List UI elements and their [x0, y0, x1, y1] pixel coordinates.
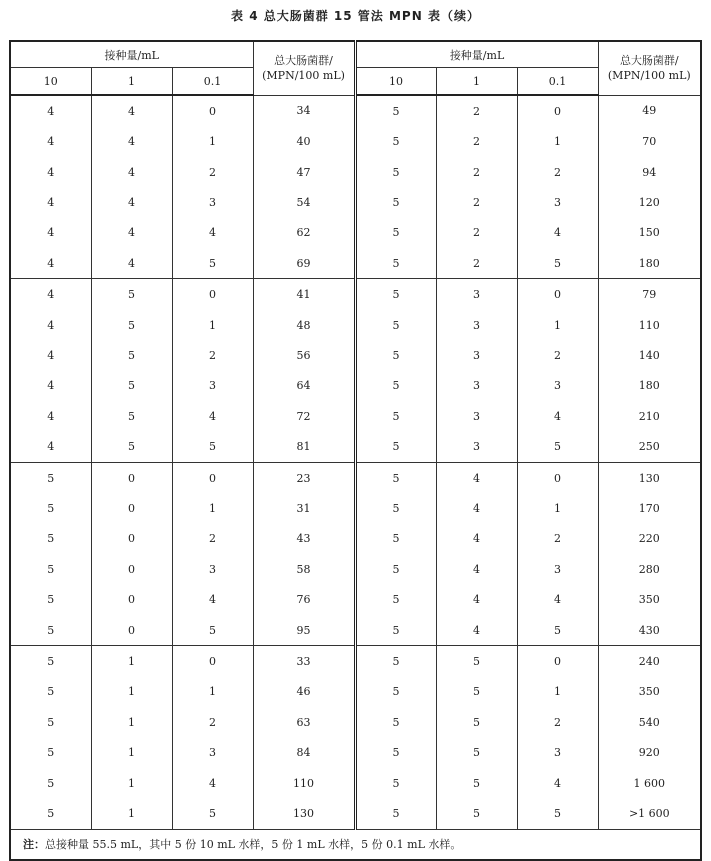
right-mpn-value-cell: 180 [598, 371, 701, 401]
volume-10-header: 10 [10, 68, 91, 96]
left-mpn-value-cell: 62 [253, 218, 355, 248]
left-positive-count-cell: 4 [10, 157, 91, 187]
left-positive-count-cell: 0 [91, 554, 172, 584]
right-positive-count-cell: 3 [436, 401, 517, 431]
right-mpn-value-cell: 350 [598, 677, 701, 707]
right-positive-count-cell: 3 [436, 310, 517, 340]
left-positive-count-cell: 2 [172, 707, 253, 737]
left-mpn-value-cell: 34 [253, 95, 355, 126]
left-positive-count-cell: 0 [172, 95, 253, 126]
left-positive-count-cell: 1 [172, 493, 253, 523]
table-body [10, 95, 701, 829]
right-positive-count-cell: 5 [355, 218, 436, 248]
inoculum-header-right: 接种量/mL [355, 41, 598, 68]
left-mpn-value-cell: 41 [253, 279, 355, 310]
right-mpn-value-cell: 130 [598, 462, 701, 493]
result-unit: (MPN/100 mL) [262, 69, 345, 83]
left-positive-count-cell: 4 [10, 340, 91, 370]
left-positive-count-cell: 5 [172, 248, 253, 279]
right-positive-count-cell: 5 [355, 646, 436, 677]
left-mpn-value-cell: 23 [253, 462, 355, 493]
right-positive-count-cell: 4 [436, 585, 517, 615]
table-row [10, 768, 701, 798]
left-positive-count-cell: 0 [91, 615, 172, 646]
left-positive-count-cell: 5 [91, 431, 172, 462]
right-mpn-value-cell: 350 [598, 585, 701, 615]
left-positive-count-cell: 4 [172, 585, 253, 615]
volume-0.1-header: 0.1 [172, 68, 253, 96]
left-positive-count-cell: 3 [172, 371, 253, 401]
left-positive-count-cell: 5 [91, 279, 172, 310]
result-label: 总大肠菌群/ [274, 54, 333, 68]
right-positive-count-cell: 2 [436, 95, 517, 126]
right-positive-count-cell: 5 [355, 157, 436, 187]
left-positive-count-cell: 5 [10, 798, 91, 829]
right-mpn-value-cell: 280 [598, 554, 701, 584]
left-positive-count-cell: 4 [91, 248, 172, 279]
right-positive-count-cell: 4 [436, 493, 517, 523]
right-positive-count-cell: 3 [436, 431, 517, 462]
table-row [10, 157, 701, 187]
left-positive-count-cell: 4 [10, 279, 91, 310]
note-text: 总接种量 55.5 mL，其中 5 份 10 mL 水样，5 份 1 mL 水样，5 份 0.1 mL 水样。 [45, 838, 462, 852]
right-positive-count-cell: 5 [436, 768, 517, 798]
right-positive-count-cell: 0 [517, 462, 598, 493]
right-positive-count-cell: 5 [355, 707, 436, 737]
left-positive-count-cell: 4 [10, 248, 91, 279]
right-positive-count-cell: 5 [355, 615, 436, 646]
left-mpn-value-cell: 54 [253, 187, 355, 217]
left-positive-count-cell: 4 [10, 95, 91, 126]
left-mpn-value-cell: 56 [253, 340, 355, 370]
volume-1-header: 1 [91, 68, 172, 96]
left-mpn-value-cell: 47 [253, 157, 355, 187]
table-row [10, 585, 701, 615]
note-label: 注： [23, 838, 45, 852]
table-row [10, 646, 701, 677]
right-mpn-value-cell: 120 [598, 187, 701, 217]
table-row [10, 738, 701, 768]
right-positive-count-cell: 4 [436, 524, 517, 554]
left-positive-count-cell: 0 [91, 462, 172, 493]
left-positive-count-cell: 4 [10, 218, 91, 248]
left-positive-count-cell: 1 [91, 646, 172, 677]
volume-1-header: 1 [436, 68, 517, 96]
left-mpn-value-cell: 48 [253, 310, 355, 340]
right-mpn-value-cell: 70 [598, 126, 701, 156]
left-mpn-value-cell: 31 [253, 493, 355, 523]
left-positive-count-cell: 0 [91, 524, 172, 554]
right-mpn-value-cell: 250 [598, 431, 701, 462]
right-positive-count-cell: 5 [355, 585, 436, 615]
right-positive-count-cell: 5 [355, 554, 436, 584]
left-positive-count-cell: 0 [172, 279, 253, 310]
left-positive-count-cell: 2 [172, 340, 253, 370]
left-positive-count-cell: 5 [10, 738, 91, 768]
left-mpn-value-cell: 81 [253, 431, 355, 462]
right-positive-count-cell: 0 [517, 279, 598, 310]
left-mpn-value-cell: 63 [253, 707, 355, 737]
left-mpn-value-cell: 84 [253, 738, 355, 768]
result-unit: (MPN/100 mL) [607, 69, 691, 83]
left-positive-count-cell: 5 [91, 310, 172, 340]
right-positive-count-cell: 5 [436, 738, 517, 768]
left-positive-count-cell: 4 [91, 187, 172, 217]
right-positive-count-cell: 5 [355, 738, 436, 768]
right-positive-count-cell: 1 [517, 310, 598, 340]
left-positive-count-cell: 4 [91, 218, 172, 248]
left-positive-count-cell: 4 [91, 95, 172, 126]
right-positive-count-cell: 3 [517, 371, 598, 401]
left-mpn-value-cell: 69 [253, 248, 355, 279]
left-positive-count-cell: 1 [91, 707, 172, 737]
left-positive-count-cell: 4 [172, 401, 253, 431]
table-row [10, 493, 701, 523]
right-positive-count-cell: 5 [355, 371, 436, 401]
left-mpn-value-cell: 40 [253, 126, 355, 156]
right-positive-count-cell: 2 [436, 126, 517, 156]
table-row [10, 707, 701, 737]
right-positive-count-cell: 3 [436, 279, 517, 310]
right-positive-count-cell: 4 [436, 462, 517, 493]
left-positive-count-cell: 4 [172, 768, 253, 798]
result-label: 总大肠菌群/ [619, 54, 679, 68]
right-mpn-value-cell: 150 [598, 218, 701, 248]
right-positive-count-cell: 5 [355, 524, 436, 554]
right-mpn-value-cell: 220 [598, 524, 701, 554]
left-positive-count-cell: 5 [10, 615, 91, 646]
right-positive-count-cell: 5 [355, 768, 436, 798]
right-positive-count-cell: 5 [517, 615, 598, 646]
right-positive-count-cell: 2 [517, 524, 598, 554]
left-positive-count-cell: 5 [10, 768, 91, 798]
right-mpn-value-cell: 79 [598, 279, 701, 310]
right-positive-count-cell: 5 [355, 798, 436, 829]
left-positive-count-cell: 5 [10, 493, 91, 523]
left-positive-count-cell: 5 [172, 615, 253, 646]
right-mpn-value-cell: 94 [598, 157, 701, 187]
right-positive-count-cell: 3 [517, 554, 598, 584]
right-positive-count-cell: 4 [517, 401, 598, 431]
right-positive-count-cell: 5 [355, 677, 436, 707]
right-positive-count-cell: 4 [436, 554, 517, 584]
left-positive-count-cell: 1 [91, 677, 172, 707]
right-mpn-value-cell: 240 [598, 646, 701, 677]
table-row [10, 554, 701, 584]
table-row [10, 524, 701, 554]
left-positive-count-cell: 4 [10, 310, 91, 340]
table-row [10, 340, 701, 370]
left-positive-count-cell: 5 [10, 524, 91, 554]
inoculum-header-left: 接种量/mL [10, 41, 253, 68]
left-mpn-value-cell: 130 [253, 798, 355, 829]
table-row [10, 126, 701, 156]
left-positive-count-cell: 3 [172, 187, 253, 217]
right-positive-count-cell: 5 [355, 431, 436, 462]
left-positive-count-cell: 4 [91, 157, 172, 187]
right-positive-count-cell: 2 [517, 157, 598, 187]
right-positive-count-cell: 0 [517, 95, 598, 126]
result-header-left [253, 41, 355, 95]
right-positive-count-cell: 5 [355, 95, 436, 126]
right-mpn-value-cell: 920 [598, 738, 701, 768]
right-mpn-value-cell: 210 [598, 401, 701, 431]
left-mpn-value-cell: 58 [253, 554, 355, 584]
right-positive-count-cell: 2 [436, 218, 517, 248]
right-mpn-value-cell: >1 600 [598, 798, 701, 829]
table-row [10, 279, 701, 310]
left-positive-count-cell: 0 [172, 462, 253, 493]
right-mpn-value-cell: 540 [598, 707, 701, 737]
right-positive-count-cell: 5 [436, 798, 517, 829]
table-row [10, 615, 701, 646]
table-note [10, 829, 701, 860]
right-positive-count-cell: 5 [355, 493, 436, 523]
left-mpn-value-cell: 76 [253, 585, 355, 615]
table-row [10, 95, 701, 126]
right-positive-count-cell: 5 [517, 798, 598, 829]
right-positive-count-cell: 5 [355, 462, 436, 493]
table-row [10, 371, 701, 401]
left-positive-count-cell: 0 [172, 646, 253, 677]
left-positive-count-cell: 1 [91, 798, 172, 829]
right-positive-count-cell: 0 [517, 646, 598, 677]
right-positive-count-cell: 4 [517, 585, 598, 615]
left-mpn-value-cell: 72 [253, 401, 355, 431]
right-positive-count-cell: 5 [355, 310, 436, 340]
table-row [10, 248, 701, 279]
left-positive-count-cell: 1 [172, 126, 253, 156]
left-positive-count-cell: 5 [172, 798, 253, 829]
table-row [10, 218, 701, 248]
left-positive-count-cell: 5 [91, 340, 172, 370]
left-positive-count-cell: 5 [10, 585, 91, 615]
left-positive-count-cell: 5 [91, 401, 172, 431]
right-positive-count-cell: 5 [355, 126, 436, 156]
left-positive-count-cell: 1 [91, 768, 172, 798]
left-positive-count-cell: 2 [172, 157, 253, 187]
right-positive-count-cell: 1 [517, 126, 598, 156]
result-header-right [598, 41, 701, 95]
left-positive-count-cell: 5 [10, 462, 91, 493]
right-positive-count-cell: 5 [436, 646, 517, 677]
table-row [10, 310, 701, 340]
right-mpn-value-cell: 110 [598, 310, 701, 340]
right-positive-count-cell: 2 [517, 707, 598, 737]
left-positive-count-cell: 0 [91, 585, 172, 615]
right-mpn-value-cell: 1 600 [598, 768, 701, 798]
right-positive-count-cell: 5 [355, 187, 436, 217]
table-row [10, 187, 701, 217]
left-positive-count-cell: 3 [172, 554, 253, 584]
table-row [10, 798, 701, 829]
right-positive-count-cell: 5 [355, 248, 436, 279]
left-mpn-value-cell: 33 [253, 646, 355, 677]
left-mpn-value-cell: 110 [253, 768, 355, 798]
right-positive-count-cell: 2 [436, 157, 517, 187]
right-positive-count-cell: 1 [517, 493, 598, 523]
left-mpn-value-cell: 43 [253, 524, 355, 554]
right-mpn-value-cell: 430 [598, 615, 701, 646]
left-positive-count-cell: 1 [172, 677, 253, 707]
right-positive-count-cell: 3 [436, 340, 517, 370]
right-positive-count-cell: 5 [355, 340, 436, 370]
right-positive-count-cell: 3 [436, 371, 517, 401]
right-positive-count-cell: 2 [436, 187, 517, 217]
left-mpn-value-cell: 46 [253, 677, 355, 707]
left-positive-count-cell: 0 [91, 493, 172, 523]
left-positive-count-cell: 5 [10, 554, 91, 584]
left-positive-count-cell: 5 [10, 707, 91, 737]
table-row [10, 431, 701, 462]
right-mpn-value-cell: 170 [598, 493, 701, 523]
table-row [10, 462, 701, 493]
left-positive-count-cell: 3 [172, 738, 253, 768]
left-mpn-value-cell: 64 [253, 371, 355, 401]
volume-0.1-header: 0.1 [517, 68, 598, 96]
left-positive-count-cell: 1 [172, 310, 253, 340]
left-positive-count-cell: 4 [10, 431, 91, 462]
right-positive-count-cell: 1 [517, 677, 598, 707]
right-positive-count-cell: 3 [517, 738, 598, 768]
right-positive-count-cell: 4 [436, 615, 517, 646]
left-positive-count-cell: 5 [10, 677, 91, 707]
right-positive-count-cell: 3 [517, 187, 598, 217]
left-positive-count-cell: 1 [91, 738, 172, 768]
mpn-table [9, 40, 702, 861]
right-positive-count-cell: 2 [436, 248, 517, 279]
right-positive-count-cell: 4 [517, 218, 598, 248]
left-positive-count-cell: 4 [10, 126, 91, 156]
right-positive-count-cell: 5 [436, 707, 517, 737]
right-positive-count-cell: 5 [517, 431, 598, 462]
left-positive-count-cell: 5 [10, 646, 91, 677]
left-positive-count-cell: 4 [172, 218, 253, 248]
right-positive-count-cell: 5 [436, 677, 517, 707]
left-positive-count-cell: 4 [10, 371, 91, 401]
table-row [10, 401, 701, 431]
volume-10-header: 10 [355, 68, 436, 96]
right-positive-count-cell: 5 [517, 248, 598, 279]
left-positive-count-cell: 5 [91, 371, 172, 401]
left-positive-count-cell: 5 [172, 431, 253, 462]
left-positive-count-cell: 4 [91, 126, 172, 156]
right-mpn-value-cell: 49 [598, 95, 701, 126]
right-positive-count-cell: 4 [517, 768, 598, 798]
right-mpn-value-cell: 180 [598, 248, 701, 279]
left-positive-count-cell: 4 [10, 187, 91, 217]
table-row [10, 677, 701, 707]
right-mpn-value-cell: 140 [598, 340, 701, 370]
right-positive-count-cell: 5 [355, 279, 436, 310]
left-mpn-value-cell: 95 [253, 615, 355, 646]
right-positive-count-cell: 5 [355, 401, 436, 431]
right-positive-count-cell: 2 [517, 340, 598, 370]
left-positive-count-cell: 2 [172, 524, 253, 554]
table-caption: 表 4 总大肠菌群 15 管法 MPN 表（续） [231, 9, 480, 23]
left-positive-count-cell: 4 [10, 401, 91, 431]
